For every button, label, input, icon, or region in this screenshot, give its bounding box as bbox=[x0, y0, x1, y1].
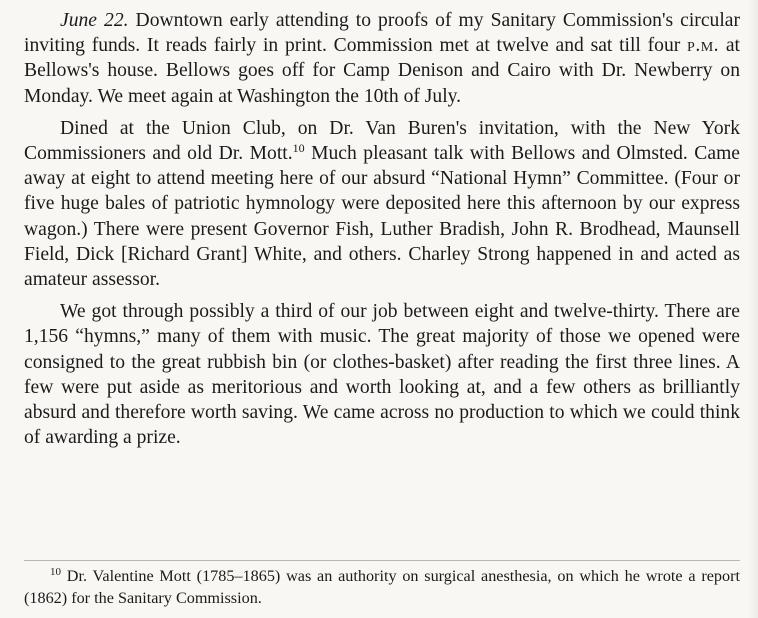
paragraph-2 bbox=[24, 116, 740, 292]
paragraph-1-text-b: at Bellows's house. Bellows goes off for Camp Denison and Cairo with Dr. Newberry on Monday. We meet again at Washington the 10th of July. bbox=[24, 35, 740, 107]
footnote-divider bbox=[24, 560, 740, 561]
time-abbreviation: p.m. bbox=[687, 35, 720, 57]
footnote-number: 10 bbox=[50, 565, 61, 578]
paragraph-2-text-b: Much pleasant talk with Bellows and Olmsted. Came away at eight to attend meeting here of our absurd “National Hymn” Committee. (Four or five huge bales of patriotic hymnology were deposited here this afternoon by our express wagon.) There were present Governor Fish, Luther Bradish, John R. Brodhead, Maunsell Field, Dick [Richard Grant] White, and others. Charley Strong happened in and acted as amateur assessor. bbox=[24, 143, 741, 291]
paragraph-3: We got through possibly a third of our job between eight and twelve-thirty. There are 1,156 “hymns,” many of them with music. The great majority of those we opened were consigned to the great rubbish bin (or clothes-basket) after reading the first three lines. A few were put aside as meritorious and worth looking at, and a few others as brilliantly absurd and therefore worth saving. We came across no production to which we could think of awarding a prize. bbox=[24, 301, 740, 449]
paragraph-2-text-a: Dined at the Union Club, on Dr. Van Buren's invitation, with the New York Commissioners and old Dr. Mott. bbox=[24, 117, 740, 165]
entry-date: June 22. bbox=[60, 10, 129, 31]
footnote-text: Dr. Valentine Mott (1785–1865) was an authority on surgical anesthesia, on which he wrote a report (1862) for the Sanitary Commission. bbox=[24, 567, 740, 607]
paragraph-1 bbox=[24, 8, 740, 109]
paragraph-1-text-a: Downtown early attending to proofs of my Sanitary Commission's circular inviting funds. It reads fairly in print. Commission met at twelve and sat till four bbox=[24, 10, 740, 57]
page-edge-shadow bbox=[748, 0, 758, 618]
diary-entry bbox=[24, 8, 740, 450]
footnote-reference: 10 bbox=[292, 140, 305, 155]
footnote bbox=[24, 566, 740, 609]
